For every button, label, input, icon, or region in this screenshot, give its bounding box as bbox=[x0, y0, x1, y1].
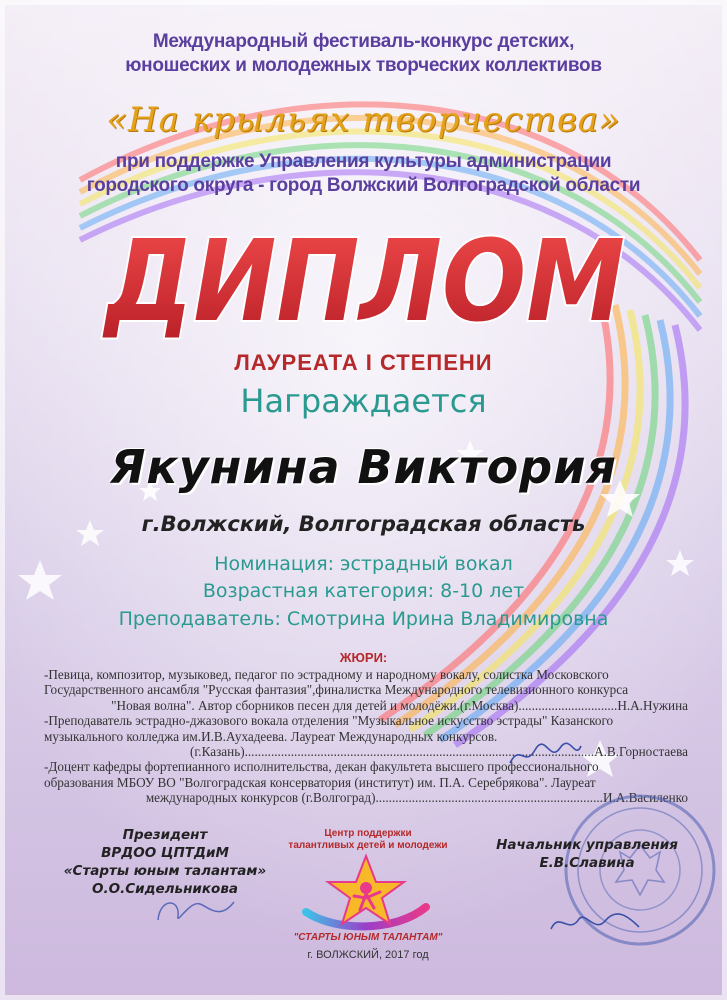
logo-caption-line2: талантливых детей и молодежи bbox=[288, 840, 448, 851]
head-role: Начальник управления bbox=[496, 837, 678, 853]
awarded-label: Награждается bbox=[240, 382, 487, 420]
recipient-city: г.Волжский, Волгоградская область bbox=[141, 512, 586, 536]
support-line1: при поддержке Управления культуры администрации bbox=[115, 151, 612, 172]
support-line2: городского округа - город Волжский Волгоградской области bbox=[86, 175, 641, 196]
jury-line: (г.Казань)..........................................................................................................А.В.Горностаева bbox=[189, 744, 688, 760]
president-signature-block bbox=[60, 826, 270, 898]
logo-caption bbox=[270, 828, 466, 852]
festival-line2: юношеских и молодежных творческих коллективов bbox=[125, 55, 602, 76]
president-name: О.О.Сидельникова bbox=[92, 881, 238, 897]
diploma-heading: ДИПЛОМ bbox=[102, 217, 626, 342]
diploma-heading-graphic bbox=[90, 212, 640, 342]
support-header bbox=[0, 150, 727, 198]
jury-line: -Певица, композитор, музыковед, педагог по эстрадному и народному вокалу, солистка Московского bbox=[44, 667, 609, 682]
festival-line1: Международный фестиваль-конкурс детских, bbox=[152, 31, 575, 52]
jury-line: образования МБОУ ВО "Волгоградская консерватория (институт) им. П.А. Серебрякова". Лауреат bbox=[44, 774, 596, 790]
handwritten-signature-jury bbox=[505, 738, 585, 772]
president-role: Президент bbox=[122, 827, 208, 843]
jury-list bbox=[44, 667, 688, 806]
head-name: Е.В.Славина bbox=[539, 855, 635, 871]
festival-title: «На крыльях творчества» bbox=[106, 100, 621, 140]
logo-title: "СТАРТЫ ЮНЫМ ТАЛАНТАМ" bbox=[293, 932, 443, 943]
president-project: «Старты юным талантам» bbox=[63, 863, 267, 879]
jury-line: "Новая волна". Автор сборников песен для детей и молодёжи.(г.Москва)..............................Н.А.Нужина bbox=[111, 697, 688, 713]
logo-caption-line1: Центр поддержки bbox=[324, 828, 412, 839]
recipient-name: Якунина Виктория bbox=[110, 440, 617, 494]
jury-line: -Преподаватель эстрадно-джазового вокала отделения "Музыкальное искусство эстрады" Казанского bbox=[44, 713, 614, 729]
handwritten-signature-president bbox=[150, 890, 240, 930]
jury-line: музыкального колледжа им.И.В.Аухадеева. Лауреат Международных конкурсов. bbox=[44, 728, 498, 744]
laureate-degree: ЛАУРЕАТА I СТЕПЕНИ bbox=[234, 350, 493, 375]
handwritten-signature-head bbox=[545, 905, 645, 941]
age-category: Возрастная категория: 8-10 лет bbox=[202, 580, 525, 602]
place-year: г. ВОЛЖСКИЙ, 2017 год bbox=[307, 949, 429, 961]
nomination: Номинация: эстрадный вокал bbox=[214, 553, 513, 575]
jury-line: -Доцент кафедры фортепианного исполнительства, декан факультета высшего профессионального bbox=[44, 759, 599, 775]
teacher: Преподаватель: Смотрина Ирина Владимировна bbox=[118, 608, 609, 630]
president-org: ВРДОО ЦПТДиМ bbox=[101, 845, 229, 861]
head-signature-block bbox=[472, 836, 702, 872]
talents-star-logo bbox=[296, 852, 436, 932]
festival-header bbox=[0, 30, 727, 78]
jury-title: ЖЮРИ: bbox=[339, 650, 388, 665]
jury-line: международных конкурсов (г.Волгоград).....................................................................И.А.Василенко bbox=[145, 790, 688, 806]
jury-line: Государственного ансамбля "Русская фантазия",финалистка Международного телевизионного конкурса bbox=[44, 682, 629, 698]
